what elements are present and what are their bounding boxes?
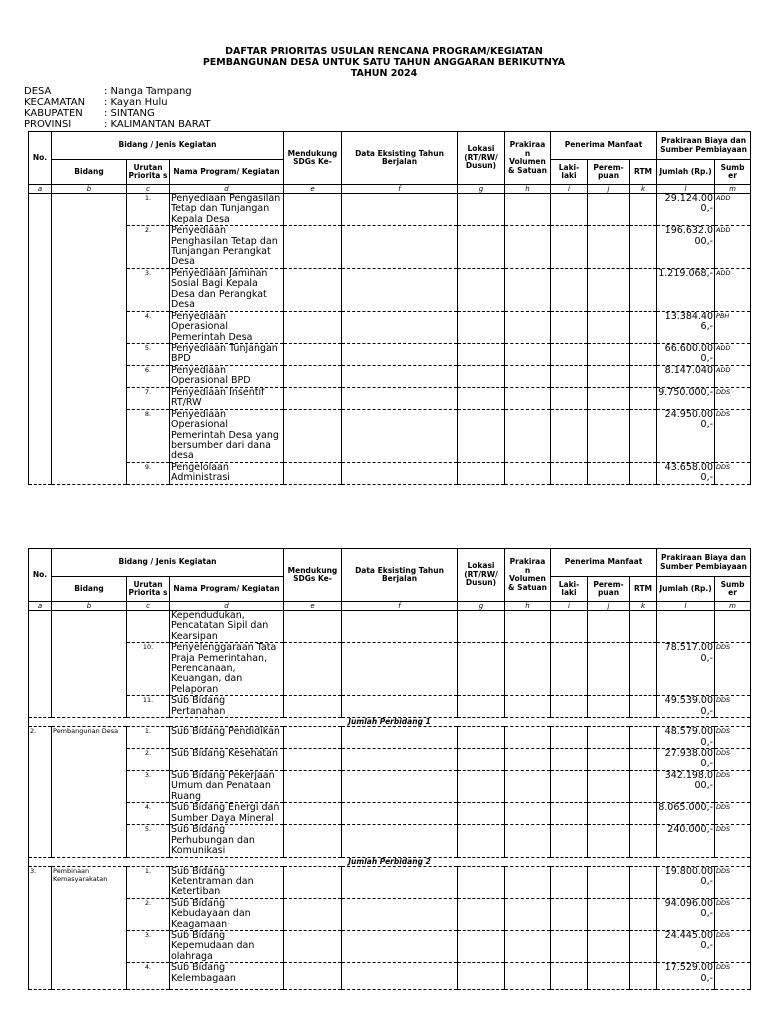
- header-sumber: Sumb er: [715, 160, 751, 185]
- cell-sumber: DDS: [715, 963, 751, 990]
- letter-k: k: [630, 185, 657, 194]
- letter-a: a: [29, 185, 52, 194]
- cell-nama: Sub Bidang Kesehatan: [170, 749, 284, 771]
- subtotal-row: [29, 857, 751, 866]
- cell-jumlah: 24.950.00 0,-: [657, 409, 715, 462]
- cell-urutan: 2.: [127, 898, 170, 930]
- cell-jumlah: 8.065.000,-: [657, 803, 715, 825]
- cell-sumber: DDS: [715, 727, 751, 749]
- cell-nama: Penyediaan Jaminan Sosial Bagi Kepala Desa dan Perangkat Desa: [170, 268, 284, 311]
- letter-g: g: [458, 602, 505, 611]
- cell-urutan: 10.: [127, 643, 170, 696]
- cell-sumber: DDS: [715, 696, 751, 718]
- table-row: [29, 268, 751, 311]
- cell-nama: Penyediaan Operasional Pemerintah Desa: [170, 311, 284, 343]
- table-row: [29, 365, 751, 387]
- subtotal-label-1: Jumlah Perbidang 1: [29, 718, 751, 727]
- cell-urutan: [127, 611, 170, 643]
- cell-urutan: 5.: [127, 344, 170, 366]
- letter-b: b: [52, 602, 127, 611]
- letter-c: c: [127, 602, 170, 611]
- letter-m: m: [715, 602, 751, 611]
- cell-sumber: ADD: [715, 268, 751, 311]
- cell-jumlah: 196.632.0 00,-: [657, 226, 715, 269]
- cell-jumlah: 78.517.00 0,-: [657, 643, 715, 696]
- cell-nama: Sub Bidang Perhubungan dan Komunikasi: [170, 825, 284, 857]
- cell-nama: Penyediaan Insentif RT/RW: [170, 387, 284, 409]
- letter-e: e: [284, 602, 342, 611]
- document-title-line-1: DAFTAR PRIORITAS USULAN RENCANA PROGRAM/KEGIATAN: [225, 46, 543, 57]
- letter-i: i: [551, 602, 588, 611]
- header-bidang-jenis: Bidang / Jenis Kegiatan: [52, 132, 284, 160]
- cell-nama: Penyediaan Pengasilan Tetap dan Tunjangan Kepala Desa: [170, 194, 284, 226]
- cell-sumber: ADD: [715, 344, 751, 366]
- cell-nama: Sub Bidang Energi dan Sumber Daya Mineral: [170, 803, 284, 825]
- table-row: [29, 866, 751, 898]
- cell-urutan: 3.: [127, 771, 170, 803]
- cell-jumlah: 342.198.0 00,-: [657, 771, 715, 803]
- table-row: [29, 194, 751, 226]
- header-urutan: Urutan Priorita s: [127, 160, 170, 185]
- cell-urutan: 6.: [127, 365, 170, 387]
- header-nama: Nama Program/ Kegiatan: [170, 160, 284, 185]
- header-bidang: Bidang: [52, 160, 127, 185]
- header-prakiraan-volumen: Prakiraa n Volumen & Satuan: [505, 549, 551, 602]
- letter-k: k: [630, 602, 657, 611]
- cell-urutan: 2.: [127, 226, 170, 269]
- header-lokasi: Lokasi (RT/RW/ Dusun): [458, 549, 505, 602]
- cell-jumlah: 29.124.00 0,-: [657, 194, 715, 226]
- cell-urutan: 1.: [127, 866, 170, 898]
- cell-sumber: DDS: [715, 462, 751, 484]
- table-row: [29, 803, 751, 825]
- letter-h: h: [505, 602, 551, 611]
- cell-no: 3.: [29, 866, 52, 990]
- cell-bidang: Pembinaan Kemasyarakatan: [52, 866, 127, 990]
- subtotal-row: [29, 718, 751, 727]
- letter-c: c: [127, 185, 170, 194]
- cell-urutan: 3.: [127, 930, 170, 962]
- cell-urutan: 1.: [127, 727, 170, 749]
- priority-table-1: [28, 131, 751, 485]
- header-data-eksisting: Data Eksisting Tahun Berjalan: [342, 132, 458, 185]
- cell-bidang: [52, 611, 127, 718]
- header-sdgs: Mendukung SDGs Ke-: [284, 549, 342, 602]
- letter-l: l: [657, 185, 715, 194]
- cell-urutan: 4.: [127, 803, 170, 825]
- table-row: [29, 963, 751, 990]
- header-bidang: Bidang: [52, 577, 127, 602]
- cell-sumber: DDS: [715, 749, 751, 771]
- cell-no: 2.: [29, 727, 52, 857]
- letter-e: e: [284, 185, 342, 194]
- cell-sumber: DDS: [715, 898, 751, 930]
- cell-nama: Sub Bidang Pendidikan: [170, 727, 284, 749]
- cell-jumlah: 9.750.000,-: [657, 387, 715, 409]
- table-row: [29, 898, 751, 930]
- document-title-line-2: PEMBANGUNAN DESA UNTUK SATU TAHUN ANGGARAN BERIKUTNYA: [202, 57, 566, 68]
- cell-jumlah: 19.800.00 0,-: [657, 866, 715, 898]
- cell-jumlah: 24.445.00 0,-: [657, 930, 715, 962]
- table-row: [29, 344, 751, 366]
- header-rtm: RTM: [630, 160, 657, 185]
- header-nama: Nama Program/ Kegiatan: [170, 577, 284, 602]
- table-row: [29, 226, 751, 269]
- header-jumlah: Jumlah (Rp.): [657, 577, 715, 602]
- letter-j: j: [588, 602, 630, 611]
- header-perempuan: Perem-puan: [588, 577, 630, 602]
- subtotal-label-2: Jumlah Perbidang 2: [29, 857, 751, 866]
- letter-b: b: [52, 185, 127, 194]
- header-bidang-jenis: Bidang / Jenis Kegiatan: [52, 549, 284, 577]
- cell-urutan: 4.: [127, 311, 170, 343]
- cell-jumlah: 66.600.00 0,-: [657, 344, 715, 366]
- cell-sumber: DDS: [715, 771, 751, 803]
- header-laki: Laki-laki: [551, 160, 588, 185]
- cell-jumlah: 43.658.00 0,-: [657, 462, 715, 484]
- cell-sumber: DDS: [715, 409, 751, 462]
- table-row: [29, 749, 751, 771]
- header-rtm: RTM: [630, 577, 657, 602]
- cell-sumber: DDS: [715, 803, 751, 825]
- info-provinsi: PROVINSI : KALIMANTAN BARAT: [24, 119, 211, 130]
- header-prakiraan-biaya: Prakiraan Biaya dan Sumber Pembiayaan: [657, 549, 751, 577]
- table-row: [29, 643, 751, 696]
- cell-jumlah: 27.938.00 0,-: [657, 749, 715, 771]
- table-row: [29, 825, 751, 857]
- cell-sumber: PBH: [715, 311, 751, 343]
- header-sumber: Sumb er: [715, 577, 751, 602]
- letter-i: i: [551, 185, 588, 194]
- info-kabupaten: KABUPATEN : SINTANG: [24, 108, 155, 119]
- cell-nama: Sub Bidang Kebudayaan dan Keagamaan: [170, 898, 284, 930]
- header-lokasi: Lokasi (RT/RW/ Dusun): [458, 132, 505, 185]
- header-penerima: Penerima Manfaat: [551, 132, 657, 160]
- cell-nama: Penyediaan Penghasilan Tetap dan Tunjangan Perangkat Desa: [170, 226, 284, 269]
- cell-bidang: [52, 194, 127, 485]
- cell-urutan: 3.: [127, 268, 170, 311]
- cell-sumber: DDS: [715, 866, 751, 898]
- cell-nama: Penyelenggaraan Tata Praja Pemerintahan, Perencanaan, Keuangan, dan Pelaporan: [170, 643, 284, 696]
- cell-nama: Sub Bidang Pekerjaan Umum dan Penataan Ruang: [170, 771, 284, 803]
- header-perempuan: Perem-puan: [588, 160, 630, 185]
- cell-urutan: 5.: [127, 825, 170, 857]
- table-row: [29, 462, 751, 484]
- header-no: No.: [29, 549, 52, 602]
- cell-sumber: ADD: [715, 365, 751, 387]
- cell-sumber: DDS: [715, 643, 751, 696]
- header-urutan: Urutan Priorita s: [127, 577, 170, 602]
- cell-jumlah: 17.529.00 0,-: [657, 963, 715, 990]
- cell-nama: Kependudukan, Pencatatan Sipil dan Kearsipan: [170, 611, 284, 643]
- cell-bidang: Pembangunan Desa: [52, 727, 127, 857]
- cell-nama: Penyediaan Operasional BPD: [170, 365, 284, 387]
- header-no: No.: [29, 132, 52, 185]
- cell-jumlah: 49.539.00 0,-: [657, 696, 715, 718]
- info-desa: DESA : Nanga Tampang: [24, 86, 192, 97]
- document-title-line-3: TAHUN 2024: [350, 68, 418, 79]
- cell-nama: Sub Bidang Ketentraman dan Ketertiban: [170, 866, 284, 898]
- header-laki: Laki-laki: [551, 577, 588, 602]
- letter-d: d: [170, 185, 284, 194]
- letter-f: f: [342, 602, 458, 611]
- letter-l: l: [657, 602, 715, 611]
- header-jumlah: Jumlah (Rp.): [657, 160, 715, 185]
- cell-urutan: 9.: [127, 462, 170, 484]
- letter-d: d: [170, 602, 284, 611]
- cell-nama: Sub Bidang Kepemudaan dan olahraga: [170, 930, 284, 962]
- header-prakiraan-volumen: Prakiraa n Volumen & Satuan: [505, 132, 551, 185]
- cell-jumlah: 13.384.40 6,-: [657, 311, 715, 343]
- cell-jumlah: 240.000,-: [657, 825, 715, 857]
- cell-jumlah: 1.219.068,-: [657, 268, 715, 311]
- table-row: [29, 930, 751, 962]
- cell-nama: Sub Bidang Pertanahan: [170, 696, 284, 718]
- table-row: [29, 409, 751, 462]
- cell-sumber: ADD: [715, 194, 751, 226]
- cell-urutan: 11.: [127, 696, 170, 718]
- table-row: [29, 771, 751, 803]
- table-row: [29, 611, 751, 643]
- cell-nama: Sub Bidang Kelembagaan: [170, 963, 284, 990]
- table-row: [29, 387, 751, 409]
- cell-nama: Penyediaan Tunjangan BPD: [170, 344, 284, 366]
- cell-sumber: DDS: [715, 930, 751, 962]
- table-row: [29, 727, 751, 749]
- cell-urutan: 1.: [127, 194, 170, 226]
- table-row: [29, 311, 751, 343]
- letter-h: h: [505, 185, 551, 194]
- cell-sumber: DDS: [715, 825, 751, 857]
- letter-f: f: [342, 185, 458, 194]
- cell-no: [29, 194, 52, 485]
- cell-urutan: 8.: [127, 409, 170, 462]
- cell-urutan: 2.: [127, 749, 170, 771]
- cell-nama: Pengelolaan Administrasi: [170, 462, 284, 484]
- letter-a: a: [29, 602, 52, 611]
- cell-jumlah: 94.096.00 0,-: [657, 898, 715, 930]
- cell-sumber: DDS: [715, 387, 751, 409]
- cell-nama: Penyediaan Operasional Pemerintah Desa yang bersumber dari dana desa: [170, 409, 284, 462]
- cell-jumlah: 8.147.040: [657, 365, 715, 387]
- header-sdgs: Mendukung SDGs Ke-: [284, 132, 342, 185]
- letter-g: g: [458, 185, 505, 194]
- cell-sumber: ADD: [715, 226, 751, 269]
- cell-jumlah: 48.579.00 0,-: [657, 727, 715, 749]
- letter-j: j: [588, 185, 630, 194]
- cell-no: [29, 611, 52, 718]
- priority-table-2: [28, 548, 751, 990]
- cell-urutan: 4.: [127, 963, 170, 990]
- letter-m: m: [715, 185, 751, 194]
- header-data-eksisting: Data Eksisting Tahun Berjalan: [342, 549, 458, 602]
- info-kecamatan: KECAMATAN : Kayan Hulu: [24, 97, 168, 108]
- table-row: [29, 696, 751, 718]
- cell-urutan: 7.: [127, 387, 170, 409]
- header-penerima: Penerima Manfaat: [551, 549, 657, 577]
- header-prakiraan-biaya: Prakiraan Biaya dan Sumber Pembiayaan: [657, 132, 751, 160]
